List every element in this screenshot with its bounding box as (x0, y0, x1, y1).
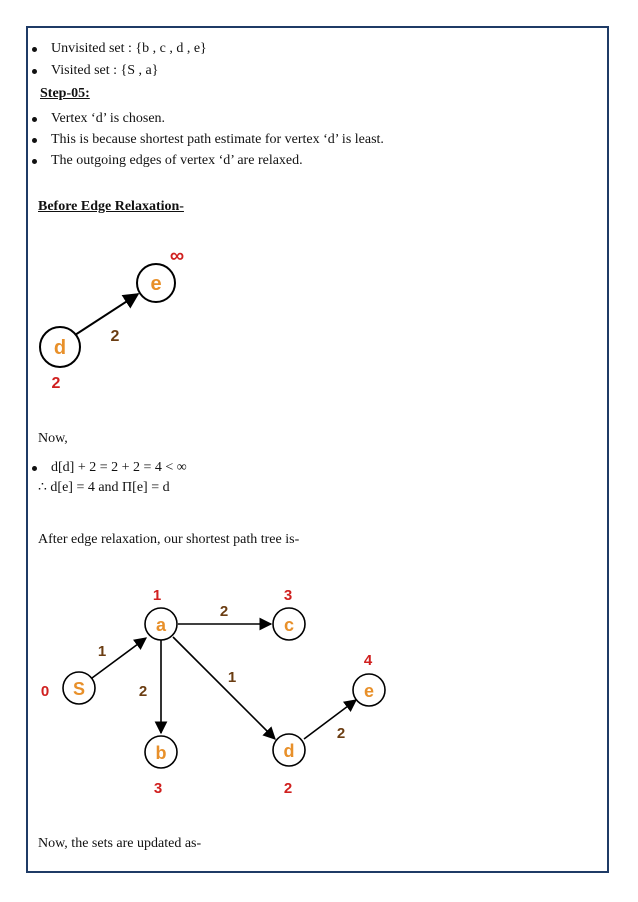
bullet (32, 466, 37, 471)
after-relaxation-text: After edge relaxation, our shortest path tree is- (38, 532, 300, 547)
bullet (32, 47, 37, 52)
bullet (32, 69, 37, 74)
node-e-label: e (150, 273, 162, 295)
node-b-label: b (155, 743, 167, 763)
before-relaxation-diagram (30, 240, 210, 400)
step-bullet-2: This is because shortest path estimate for vertex ‘d’ is least. (51, 132, 384, 147)
dist-b: 3 (153, 780, 163, 797)
node-d-label: d (283, 741, 295, 761)
calc-line: d[d] + 2 = 2 + 2 = 4 < ∞ (51, 460, 187, 475)
sets-updated-text: Now, the sets are updated as- (38, 836, 202, 851)
bullet (32, 117, 37, 122)
node-e-label: e (363, 681, 375, 701)
step-heading: Step-05: (40, 86, 90, 101)
dist-c: 3 (283, 587, 293, 604)
node-c-label: c (283, 615, 295, 635)
weight-a-c: 2 (219, 603, 229, 620)
edge-d-e-weight: 2 (110, 328, 120, 345)
dist-e: ∞ (169, 245, 185, 267)
visited-set-text: Visited set : {S , a} (51, 63, 159, 78)
therefore-line: ∴ d[e] = 4 and Π[e] = d (38, 480, 170, 495)
bullet (32, 159, 37, 164)
node-a-label: a (155, 615, 167, 635)
shortest-path-tree-diagram (30, 575, 400, 805)
dist-d: 2 (51, 375, 61, 392)
weight-a-b: 2 (138, 683, 148, 700)
edge-a-d (173, 637, 275, 739)
weight-d-e: 2 (336, 725, 346, 742)
unvisited-set-text: Unvisited set : {b , c , d , e} (51, 41, 207, 56)
dist-a: 1 (152, 587, 162, 604)
dist-s: 0 (40, 683, 50, 700)
step-bullet-1: Vertex ‘d’ is chosen. (51, 111, 166, 126)
node-s-label: S (72, 679, 86, 699)
weight-a-d: 1 (227, 669, 237, 686)
edge-d-e (304, 700, 356, 739)
dist-d: 2 (283, 780, 293, 797)
edge-d-e (75, 294, 138, 335)
weight-s-a: 1 (97, 643, 107, 660)
node-d-label: d (53, 337, 67, 359)
step-bullet-3: The outgoing edges of vertex ‘d’ are relaxed. (51, 153, 303, 168)
dist-e: 4 (363, 652, 373, 669)
before-relaxation-heading: Before Edge Relaxation- (38, 199, 184, 214)
bullet (32, 138, 37, 143)
now-label: Now, (38, 431, 68, 446)
